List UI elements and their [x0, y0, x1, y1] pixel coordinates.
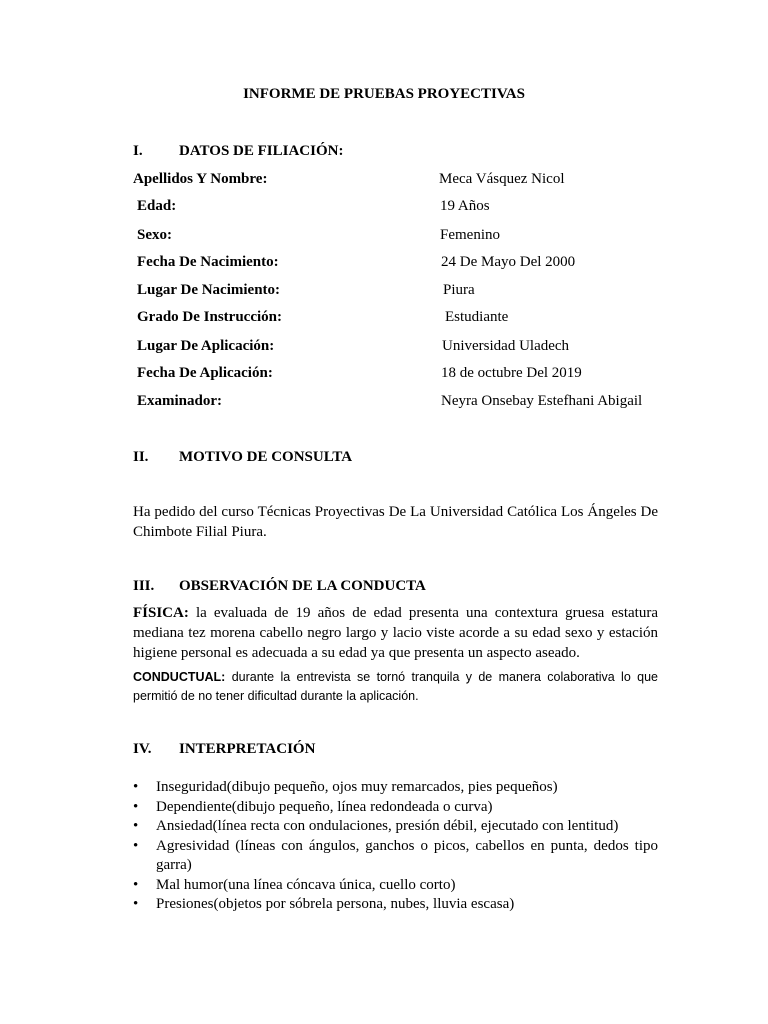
field-label: Grado De Instrucción: — [137, 309, 282, 325]
section-title: INTERPRETACIÓN — [179, 741, 316, 757]
field-value: Estudiante — [445, 309, 509, 325]
bullet-icon: • — [133, 798, 139, 815]
section-heading-filiacion — [133, 143, 343, 160]
section-number: III. — [133, 578, 155, 594]
list-item: • Dependiente(dibujo pequeño, línea redondeada o curva) — [133, 798, 658, 818]
interpretacion-list — [133, 778, 658, 915]
section-number: II. — [133, 449, 149, 465]
bullet-icon: • — [133, 779, 139, 795]
field-value: 24 De Mayo Del 2000 — [441, 254, 576, 270]
section-title: DATOS DE FILIACIÓN: — [179, 143, 344, 159]
field-value: 18 de octubre Del 2019 — [441, 365, 582, 381]
section-number: I. — [133, 143, 143, 159]
bullet-icon: • — [133, 896, 139, 912]
field-label: Examinador: — [137, 393, 223, 409]
field-label: Edad: — [137, 198, 177, 214]
field-label: Fecha De Aplicación: — [137, 365, 273, 381]
fisica-text: la evaluada de 19 años de edad presenta una contextura gruesa estatura mediana tez morena cabello negro largo y lacio viste acorde a su edad sexo y estación higiene personal es adecuada a su edad ya que presenta un aspecto aseado. — [133, 605, 658, 661]
bullet-icon: • — [133, 876, 139, 893]
observacion-conductual-paragraph — [133, 668, 658, 706]
field-label: Apellidos Y Nombre: — [133, 171, 268, 187]
field-value: Universidad Uladech — [442, 338, 570, 354]
field-label: Lugar De Nacimiento: — [137, 282, 281, 298]
list-item: • Presiones(objetos por sóbrela persona, nubes, lluvia escasa) — [133, 895, 658, 915]
field-value: Piura — [443, 282, 475, 298]
field-label: Lugar De Aplicación: — [137, 338, 275, 354]
motivo-paragraph: Ha pedido del curso Técnicas Proyectivas De La Universidad Católica Los Ángeles De Chimbote Filial Piura. — [133, 504, 658, 540]
report-title: INFORME DE PRUEBAS PROYECTIVAS — [243, 86, 525, 102]
list-item: • Mal humor(una línea cóncava única, cuello corto) — [133, 876, 658, 896]
bullet-icon: • — [133, 837, 139, 854]
list-item: • Agresividad (líneas con ángulos, ganchos o picos, cabellos en punta, dedos tipo garra) — [133, 837, 658, 873]
section-heading-observacion — [133, 578, 426, 595]
field-value: Meca Vásquez Nicol — [439, 171, 565, 187]
bullet-icon: • — [133, 818, 139, 834]
list-item: • Ansiedad(línea recta con ondulaciones, presión débil, ejecutado con lentitud) — [133, 817, 658, 837]
field-value: Femenino — [440, 227, 500, 243]
section-heading-motivo — [133, 449, 352, 466]
field-label: Sexo: — [137, 227, 172, 243]
conductual-text: durante la entrevista se tornó tranquila y de manera colaborativa lo que permitió de no tener dificultad durante la aplicación. — [133, 670, 658, 703]
section-title: MOTIVO DE CONSULTA — [179, 449, 353, 465]
section-heading-interpretacion — [133, 741, 315, 758]
list-item: • Inseguridad(dibujo pequeño, ojos muy remarcados, pies pequeños) — [133, 778, 658, 798]
section-number: IV. — [133, 741, 152, 757]
observacion-fisica-paragraph — [133, 603, 658, 663]
field-value: 19 Años — [440, 198, 490, 214]
field-value: Neyra Onsebay Estefhani Abigail — [441, 393, 643, 409]
field-label: Fecha De Nacimiento: — [137, 254, 279, 270]
fisica-label: FÍSICA: — [133, 605, 189, 621]
section-title: OBSERVACIÓN DE LA CONDUCTA — [179, 578, 426, 594]
conductual-label: CONDUCTUAL: — [133, 670, 226, 684]
